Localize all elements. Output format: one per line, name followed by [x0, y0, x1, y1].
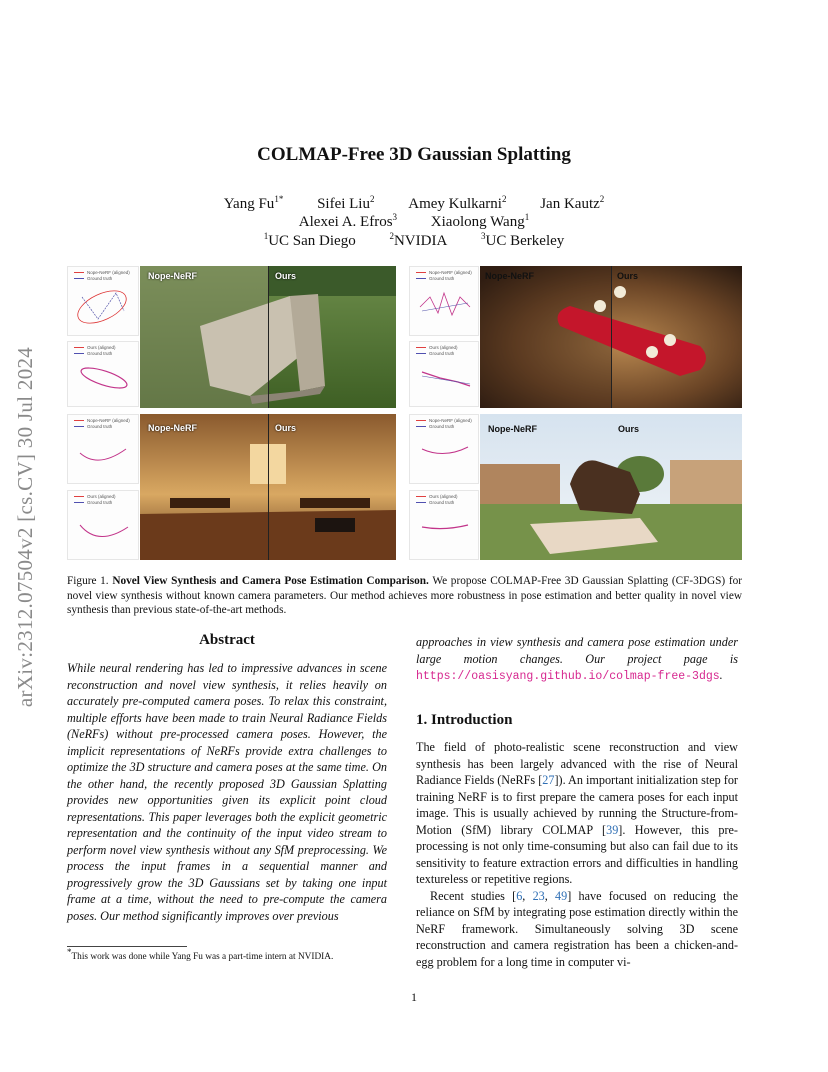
label-nope-nerf: Nope-NeRF: [485, 271, 534, 281]
author: Sifei Liu$^2$: [317, 194, 375, 212]
figure-caption: Figure 1. Novel View Synthesis and Camera Pose Estimation Comparison. We propose COLMAP-Free 3D Gaussian Splatting (CF-3DGS) for novel view synthesis without known camera parameters. Our method achieves more robustness in pose estimation and better quality in novel view synthesis than previous state-of-the-art methods.: [67, 575, 743, 616]
footnote: *This work was done while Yang Fu was a part-time intern at NVIDIA.: [67, 947, 334, 963]
split-divider: [268, 414, 269, 560]
citation-link[interactable]: 49: [555, 888, 568, 903]
paper-title: COLMAP-Free 3D Gaussian Splatting: [257, 144, 571, 165]
label-nope-nerf: Nope-NeRF: [148, 423, 197, 433]
project-page-link[interactable]: https://oasisyang.github.io/colmap-free-3dgs: [416, 670, 720, 683]
citation-link[interactable]: 27: [542, 773, 555, 787]
affiliation: $^1$UC San Diego: [263, 231, 356, 249]
label-nope-nerf: Nope-NeRF: [488, 424, 537, 434]
trajectory-plot-nope-bench: Nope-NeRF (aligned) Ground truth: [67, 266, 139, 336]
introduction-heading: 1. Introduction: [416, 712, 513, 728]
footnote-rule: [67, 946, 187, 947]
label-ours: Ours: [617, 271, 639, 281]
author: Yang $Fu^{1*}$: [223, 194, 284, 212]
bench-comparison-image: [140, 266, 396, 408]
trajectory-plot-ours-bench: Ours (aligned) Ground truth: [67, 341, 139, 407]
trajectory-plot-nope-horse: Nope-NeRF (aligned) Ground truth: [409, 414, 479, 484]
split-divider: [611, 266, 612, 408]
author: Xiaolong Wang$^1$: [430, 212, 530, 230]
label-nope-nerf: Nope-NeRF: [148, 271, 197, 281]
citation-link[interactable]: 6: [516, 888, 523, 903]
horse-statue-comparison-image: [480, 414, 742, 560]
authors-line-2: [0, 214, 828, 231]
label-ours: Ours: [275, 271, 297, 281]
author: Amey Kulkarni$^2$: [408, 194, 507, 212]
abstract-text: While neural rendering has led to impressive advances in scene reconstruction and novel view synthesis, it relies heavily on accurately pre-computed camera poses. To relax this constraint, multiple efforts have been made to train Neural Radiance Fields (NeRFs) without pre-processed camera poses. However, the implicit representations of NeRFs provide extra challenges to optimize the 3D structure and camera poses at the same time. On the other hand, the recently proposed 3D Gaussian Splatting provides new opportunities given its explicit point cloud representations. This paper leverages both the explicit geometric representation and the continuity of the input video stream to perform novel view synthesis without any SfM preprocessing. We process the input frames in a sequential manner and progressively grow the 3D Gaussians set by taking one input frame at a time, without the need to pre-compute the camera poses. Our method significantly improves over previous: [67, 661, 387, 923]
author: Jan Kautz$^2$: [540, 194, 605, 212]
citation-link[interactable]: 23: [532, 888, 545, 903]
abstract-continuation: approaches in view synthesis and camera pose estimation under large motion changes. Our project page is https://oasisyang.github.io/colmap-free-3dgs.: [416, 635, 738, 683]
introduction-text: The field of photo-realistic scene reconstruction and view synthesis has been largely advanced with the rise of Neural Radiance Fields (NeRFs [27]). An important initialization step for training NeRF is to first prepare the camera poses for each input image. This is usually achieved by running the Structure-from-Motion (SfM) library COLMAP [39]. However, this pre-processing is not only time-consuming but also can fail due to its sensitivity to feature extraction errors and difficulties in handling textureless or repetitive regions. Recent studies [6, 23, 49] have focused on reducing the reliance on SfM by integrating pose estimation directly within the NeRF framework. Simultaneously solving 3D scene reconstruction and camera registration has been a chicken-and-egg problem for a long time in computer vi-: [416, 740, 739, 969]
trajectory-plot-ours-horse: Ours (aligned) Ground truth: [409, 490, 479, 560]
citation-link[interactable]: 39: [606, 822, 619, 837]
affiliation: $^3$UC Berkeley: [481, 231, 565, 249]
label-ours: Ours: [618, 424, 640, 434]
arxiv-identifier: arXiv:2312.07504v2 [cs.CV] 30 Jul 2024: [13, 346, 37, 708]
split-divider: [268, 266, 269, 408]
skateboard-comparison-image: [480, 266, 742, 408]
abstract-heading: Abstract: [199, 632, 255, 648]
trajectory-plot-nope-skate: Nope-NeRF (aligned) Ground truth: [409, 266, 479, 336]
page-number: 1: [411, 990, 417, 1004]
trajectory-plot-nope-church: Nope-NeRF (aligned) Ground truth: [67, 414, 139, 484]
affiliation: $^2$NVIDIA: [389, 231, 448, 249]
church-comparison-image: [140, 414, 396, 560]
trajectory-plot-ours-skate: Ours (aligned) Ground truth: [409, 341, 479, 407]
trajectory-plot-ours-church: Ours (aligned) Ground truth: [67, 490, 139, 560]
author: Alexei A. Efros$^3$: [298, 212, 398, 230]
label-ours: Ours: [275, 423, 297, 433]
affiliations: [0, 233, 828, 250]
teaser-figure: [67, 264, 742, 561]
authors-line-1: [0, 196, 828, 213]
